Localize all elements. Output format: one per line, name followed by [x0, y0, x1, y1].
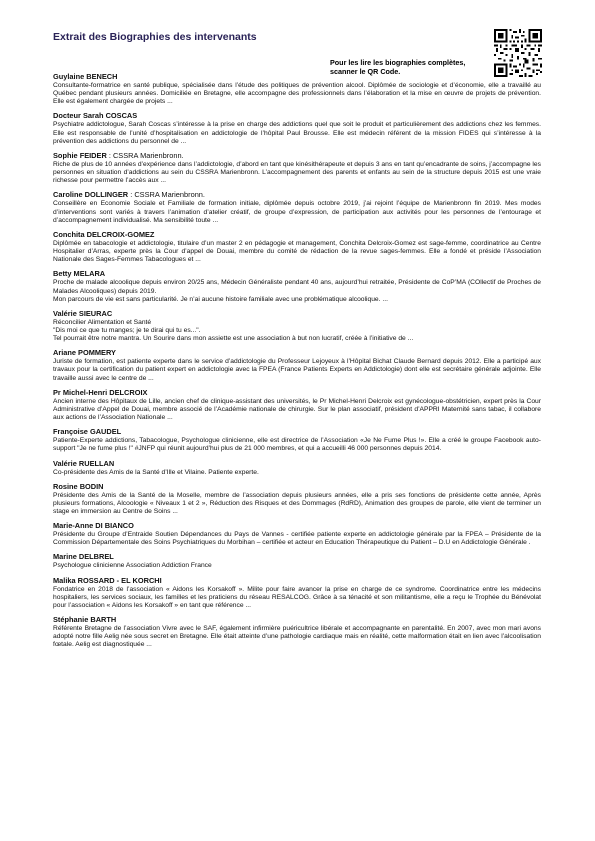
bio-entry — [53, 482, 541, 516]
bio-entry — [53, 615, 541, 649]
bio-entry — [53, 309, 541, 343]
bio-name: Marie-Anne DI BIANCO — [53, 521, 134, 531]
bio-text: Réconcilier Alimentation et Santé "Dis moi ce que tu manges; je te dirai qui tu es...". Tel pourrait être notre mantra. Un Sourire dans mon assiette est une association à but non lucratif, créée à l’initiative de ... — [53, 318, 414, 343]
bio-name: Guylaine BENECH — [53, 72, 118, 81]
qr-instruction: Pour les lire les biographies complètes, scanner le QR Code. — [330, 58, 466, 76]
bio-name: Docteur Sarah COSCAS — [53, 111, 138, 121]
bio-entry — [53, 459, 541, 477]
bio-name: Pr Michel-Henri DELCROIX — [53, 387, 148, 397]
bio-entry — [53, 576, 541, 610]
bio-name: Marine DELBREL — [53, 552, 114, 562]
bio-text: Co-présidente des Amis de la Santé d’Ille et Vilaine. Patiente experte. — [53, 468, 259, 476]
bio-name: Betty MELARA — [53, 269, 106, 279]
bio-entry — [53, 348, 541, 382]
bio-entry — [53, 388, 541, 422]
bio-entry — [53, 521, 541, 547]
bio-text: Présidente des Amis de la Santé de la Moselle, membre de l’association depuis plusieurs années, elle a pris ses fonctions de présidente cette année, Après plusieurs formations, Alcoologie « Niveaux 1 et 2 », Réduction des Risques et des Dommages (RdRD), Animation des groupes de parole, elle vient de terminer un stage en immersion au Centre de Soins ... — [53, 491, 541, 515]
bio-name: Conchita DELCROIX-GOMEZ — [53, 229, 155, 239]
bio-entry — [53, 72, 541, 106]
bio-text: Conseillère en Economie Sociale et Familiale de formation initiale, diplômée depuis octobre 2019, j’ai rejoint l’équipe de Marienbronn fin 2019. Mes modes d’interventions sont variés à travers l’animation d’atelier créatif, de groupe d’expression, de participation aux activités pour les personnes de l’entourage et d’accompagnement individualisé. Ma sensibilité toute ... — [53, 200, 541, 224]
bio-text: Patiente-Experte addictions, Tabacologue, Psychologue clinicienne, elle est directrice de l’Association «Je Ne Fume Plus !». Elle a créé le groupe Facebook auto- support "Je ne fume plus !" #JNFP qui réunit aujourd’hui plus de 21 000 membres, et qui a accueilli 46 000 personnes depuis 2014. — [53, 437, 541, 453]
bio-text: Proche de malade alcoolique depuis environ 20/25 ans, Médecin Généraliste pendant 40 ans, aujourd’hui retraitée, Présidente de CoP’MA (COllectif de Proches de Malades Alcooliques) depuis 2019. Mon parcours de vie est sans particularité. Je n’ai aucune histoire familiale avec une problématique alcoolique. ... — [53, 279, 541, 303]
bio-text: Consultante-formatrice en santé publique, spécialisée dans l’étude des politiques de prévention alcool. Diplômée de sociologie et d’économie, elle a travaillé au Québec pendant plusieurs années. Domiciliée en Bretagne, elle accompagne des professionnels dans l’élaboration et la mise en œuvre de projets de prévention. Elle est également chargée de projets ... — [53, 82, 541, 106]
bio-text: Juriste de formation, est patiente experte dans le service d’addictologie du Professeur Lejoyeux à l’Hôpital Bichat Claude Bernard depuis 2012. Elle a participé aux travaux pour la certification du patient expert en addictologie avec la FPEA (France Patients Experts en Addictologie) dont elle est secrétaire générale adjointe. Elle travaille aussi avec le centre de ... — [53, 358, 541, 382]
bio-name: Malika ROSSARD - EL KORCHI — [53, 575, 162, 585]
bio-text: Présidente du Groupe d’Entraide Soutien Dépendances du Pays de Vannes - certifiée patiente experte en addictologie générale par la FPEA – Présidente de la Commission Départementale des Soins Psychiatriques du Morbihan – certifiée et acteur en Education Thérapeutique du Patient – D.U en Addictologie Générale . — [53, 531, 541, 547]
bio-name: Rosine BODIN — [53, 481, 104, 491]
bio-name: Ariane POMMERY — [53, 348, 116, 358]
bio-entry — [53, 111, 541, 145]
bio-entry — [53, 190, 541, 224]
bio-text: Fondatrice en 2018 de l’association « Aidons les Korsakoff ». Milite pour faire avancer la prise en charge de ce syndrome. Coordinatrice entre les médecins hospitaliers, les services sociaux, les familles et les praticiens du réseau RESALCOG. Grâce à sa ténacité et son militantisme, elle a reçu le Trophée du Bénévolat pour l’association « Aidons les Korsakoff » en tant que référence ... — [53, 585, 541, 609]
bio-name: Sophie FEIDER — [53, 150, 107, 160]
bio-text: Psychologue clinicienne Association Addiction France — [53, 562, 212, 570]
bio-text: Ancien interne des Hôpitaux de Lille, ancien chef de clinique-assistant des universités, le Pr Michel-Henri Delcroix est gynécologue-obstétricien, expert près la Cour Administrative d’Appel de Douai, membre associé de l’Académie nationale de chirurgie. Sur le plan associatif, président d’APPRI Maternité sans tabac, il collabore aux actions de l’Association Nationale ... — [53, 397, 541, 422]
bio-entry — [53, 427, 541, 453]
bio-name: Valérie SIEURAC — [53, 308, 113, 318]
bio-text: Référente Bretagne de l’association Vivre avec le SAF, également infirmière puéricultrice libérale et accompagnante en parentalité. En 2007, avec mon mari avons adopté notre fille Aelig née sous secret en Bretagne. Elle était atteinte d’une pathologie cardiaque mais en réalité, cette malformation était en lien avec l’alcoolisation fœtale. Aelig est diagnostiquée ... — [53, 625, 541, 649]
bio-text: Psychiatre addictologue, Sarah Coscas s’intéresse à la prise en charge des addictions quel que soit le produit et particulièrement des addictions chez les femmes. Elle est responsable de l’unité d’hospitalisation en addictologie de l’hôpital Paul Brousse. Elle est médecin référent de la mission FIDES qui s’intéresse à la prévention des addictions du personnel de ... — [53, 121, 541, 145]
bio-name: Stéphanie BARTH — [53, 615, 117, 625]
bio-entry — [53, 151, 541, 185]
bio-text: Diplômée en tabacologie et addictologie, titulaire d’un master 2 en pédagogie et management, Conchita Delcroix-Gomez est sage-femme, coordinatrice au Centre Hospitalier d’Arras, experte près la Cour d’appel de Douai, membre du comité de rédaction de la revue sages-femmes. Elle a fondé et préside l’Association Nationale des Sages-Femmes Tabacologues et ... — [53, 239, 541, 264]
bio-affiliation: : CSSRA Marienbronn. — [106, 150, 184, 160]
biographies-list — [53, 72, 541, 655]
bio-entry — [53, 552, 541, 570]
bio-name: Françoise GAUDEL — [53, 427, 122, 437]
qr-code-icon[interactable] — [494, 29, 542, 77]
bio-name: Valérie RUELLAN — [53, 458, 115, 468]
page-title: Extrait des Biographies des intervenants — [53, 31, 257, 43]
bio-entry — [53, 269, 541, 303]
bio-entry — [53, 230, 541, 264]
bio-name: Caroline DOLLINGER — [53, 190, 129, 200]
bio-affiliation: : CSSRA Marienbronn. — [128, 190, 205, 200]
bio-text: Riche de plus de 10 années d’expérience dans l’addictologie, d’abord en tant que kinésithérapeute et depuis 3 ans en tant qu’encadrante de soins, j’accompagne les personnes en situation d’addictions au sein du CSSRA Marienbronn. L’accompagnement des parents et enfants au sein de la structure depuis 2015 est une vraie richesse pour permettre l’accès aux ... — [53, 160, 541, 185]
